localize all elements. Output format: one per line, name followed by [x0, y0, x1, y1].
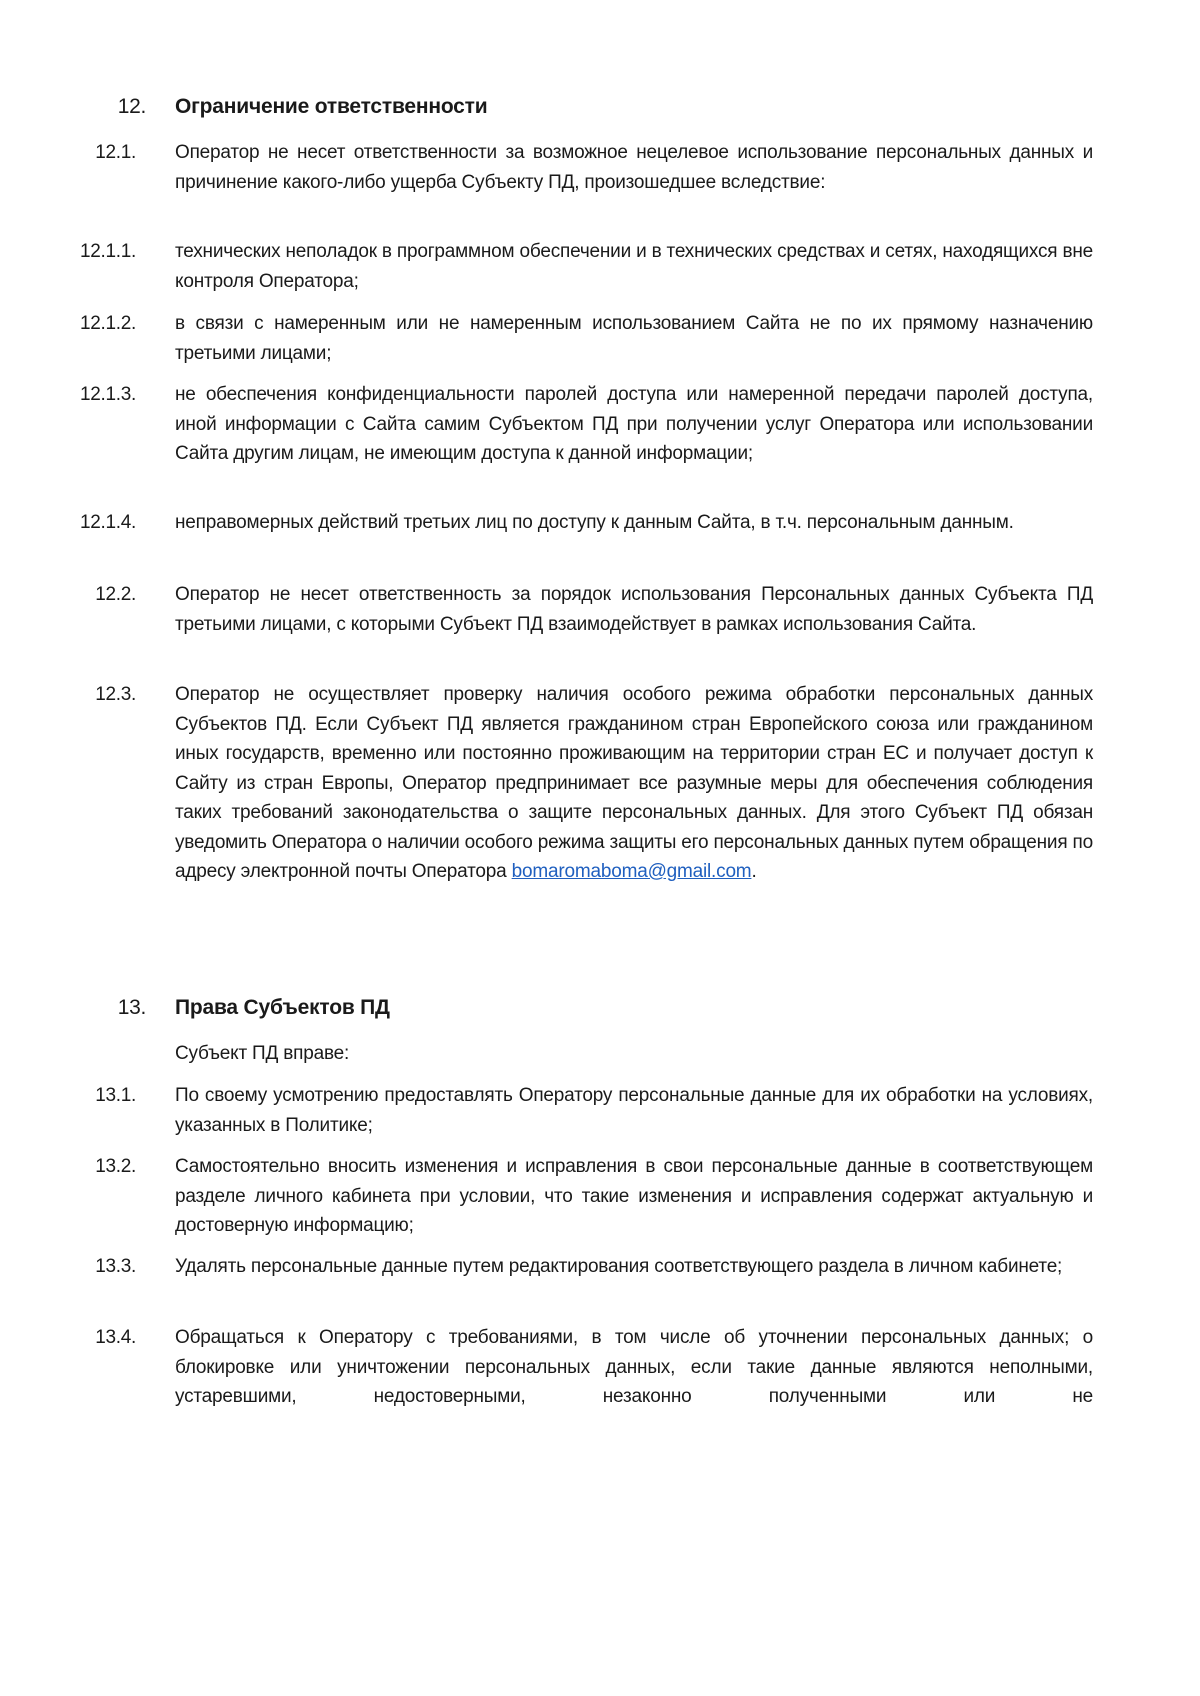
clause-text: Обращаться к Оператору с требованиями, в том числе об уточнении персональных данных; о блокировке или уничтожении персональных данных, если такие данные являются неполными, устаревшими, недостоверными, незаконно полученными или не: [175, 1327, 1093, 1407]
operator-email-link[interactable]: bomaromaboma@gmail.com: [511, 861, 752, 882]
clause-end-punctuation: .: [751, 861, 757, 882]
clause-number: 13.2.: [95, 1156, 136, 1177]
clause-text: Самостоятельно вносить изменения и исправления в свои персональные данные в соответствующем разделе личного кабинета при условии, что такие изменения и исправления содержат актуальную и достоверную информацию;: [175, 1156, 1093, 1236]
section-title: Ограничение ответственности: [175, 95, 488, 118]
section-title: Права Субъектов ПД: [175, 996, 390, 1019]
clause-text: не обеспечения конфиденциальности паролей доступа или намеренной передачи паролей доступа, иной информации с Сайта самим Субъектом ПД при получении услуг Оператора или использовании Сайта другим лицам, не имеющим доступа к данной информации;: [175, 384, 1093, 464]
clause-text: технических неполадок в программном обеспечении и в технических средствах и сетях, находящихся вне контроля Оператора;: [175, 241, 1093, 292]
clause-text: Удалять персональные данные путем редактирования соответствующего раздела в личном кабинете;: [175, 1256, 1063, 1277]
clause-number: 12.3.: [95, 684, 136, 705]
clause-number: 13.1.: [95, 1085, 136, 1106]
section-number: 12.: [117, 95, 146, 118]
clause-text: неправомерных действий третьих лиц по доступу к данным Сайта, в т.ч. персональным данным.: [175, 512, 1014, 533]
clause-number: 12.1.4.: [79, 512, 136, 533]
clause-number: 12.1.3.: [79, 384, 136, 405]
clause-number: 13.4.: [95, 1327, 136, 1348]
clause-text: [175, 680, 1093, 887]
clause-number: 12.1.: [95, 142, 136, 163]
clause-number: 12.1.1.: [79, 241, 136, 262]
intro-text: Субъект ПД вправе:: [175, 1043, 350, 1064]
clause-text: По своему усмотрению предоставлять Оператору персональные данные для их обработки на условиях, указанных в Политике;: [175, 1085, 1093, 1136]
clause-text: Оператор не несет ответственность за порядок использования Персональных данных Субъекта ПД третьими лицами, с которыми Субъект ПД взаимодействует в рамках использования Сайта.: [175, 584, 1093, 635]
clause-text: Оператор не несет ответственности за возможное нецелевое использование персональных данных и причинение какого-либо ущерба Субъекту ПД, произошедшее вследствие:: [175, 142, 1093, 193]
clause-number: 12.1.2.: [79, 313, 136, 334]
clause-text: в связи с намеренным или не намеренным использованием Сайта не по их прямому назначению третьими лицами;: [175, 313, 1093, 364]
section-number: 13.: [117, 996, 146, 1019]
clause-body: Оператор не осуществляет проверку наличия особого режима обработки персональных данных Субъектов ПД. Если Субъект ПД является гражданином стран Европейского союза или гражданином иных государств, временно или постоянно проживающим на территории стран ЕС и получает доступ к Сайту из стран Европы, Оператор предпринимает все разумные меры для обеспечения соблюдения таких требований законодательства о защите персональных данных. Для этого Субъект ПД обязан уведомить Оператора о наличии особого режима защиты его персональных данных путем обращения по адресу электронной почты Оператора: [175, 684, 1093, 882]
clause-number: 13.3.: [95, 1256, 136, 1277]
clause-number: 12.2.: [95, 584, 136, 605]
